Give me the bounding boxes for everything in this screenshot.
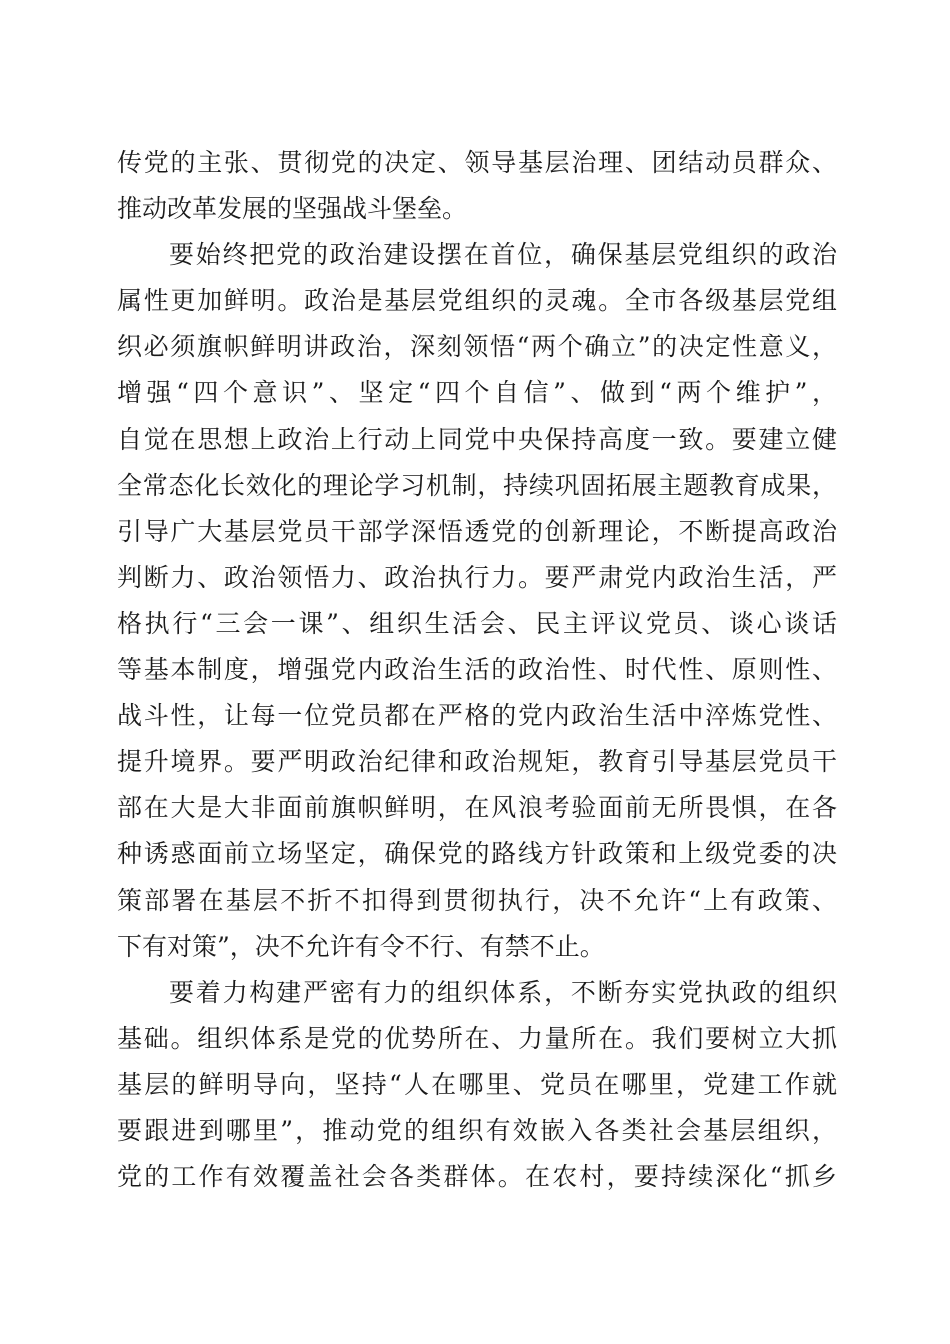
text-line: 战斗性，让每一位党员都在严格的党内政治生活中淬炼党性、 <box>117 701 837 731</box>
text-line: 自觉在思想上政治上行动上同党中央保持高度一致。要建立健 <box>117 424 837 454</box>
text-line: 策部署在基层不折不扣得到贯彻执行，决不允许“上有政策、 <box>117 885 837 915</box>
text-line: 部在大是大非面前旗帜鲜明，在风浪考验面前无所畏惧，在各 <box>117 793 837 823</box>
text-line: 要始终把党的政治建设摆在首位，确保基层党组织的政治 <box>169 240 837 270</box>
text-line: 织必须旗帜鲜明讲政治，深刻领悟“两个确立”的决定性意义， <box>117 332 837 362</box>
text-line: 格执行“三会一课”、组织生活会、民主评议党员、谈心谈话 <box>117 608 837 638</box>
text-line: 推动改革发展的坚强战斗堡垒。 <box>117 194 468 224</box>
text-line: 属性更加鲜明。政治是基层党组织的灵魂。全市各级基层党组 <box>117 286 837 316</box>
text-line: 等基本制度，增强党内政治生活的政治性、时代性、原则性、 <box>117 655 837 685</box>
text-line: 提升境界。要严明政治纪律和政治规矩，教育引导基层党员干 <box>117 747 837 777</box>
text-line: 要着力构建严密有力的组织体系，不断夯实党执政的组织 <box>169 977 837 1007</box>
text-line: 传党的主张、贯彻党的决定、领导基层治理、团结动员群众、 <box>117 148 837 177</box>
text-line: 全常态化长效化的理论学习机制，持续巩固拓展主题教育成果， <box>117 470 837 500</box>
text-line: 增强“四个意识”、坚定“四个自信”、做到“两个维护”， <box>117 378 837 408</box>
body-text <box>117 140 837 1200</box>
text-line: 种诱惑面前立场坚定，确保党的路线方针政策和上级党委的决 <box>117 839 837 869</box>
text-line: 引导广大基层党员干部学深悟透党的创新理论，不断提高政治 <box>117 516 837 546</box>
text-line: 党的工作有效覆盖社会各类群体。在农村，要持续深化“抓乡 <box>117 1162 837 1192</box>
text-line: 要跟进到哪里”，推动党的组织有效嵌入各类社会基层组织， <box>117 1115 837 1145</box>
text-line: 基层的鲜明导向，坚持“人在哪里、党员在哪里，党建工作就 <box>117 1069 837 1099</box>
text-line: 基础。组织体系是党的优势所在、力量所在。我们要树立大抓 <box>117 1023 837 1053</box>
text-line: 判断力、政治领悟力、政治执行力。要严肃党内政治生活，严 <box>117 562 837 592</box>
text-line: 下有对策”，决不允许有令不行、有禁不止。 <box>117 931 605 961</box>
